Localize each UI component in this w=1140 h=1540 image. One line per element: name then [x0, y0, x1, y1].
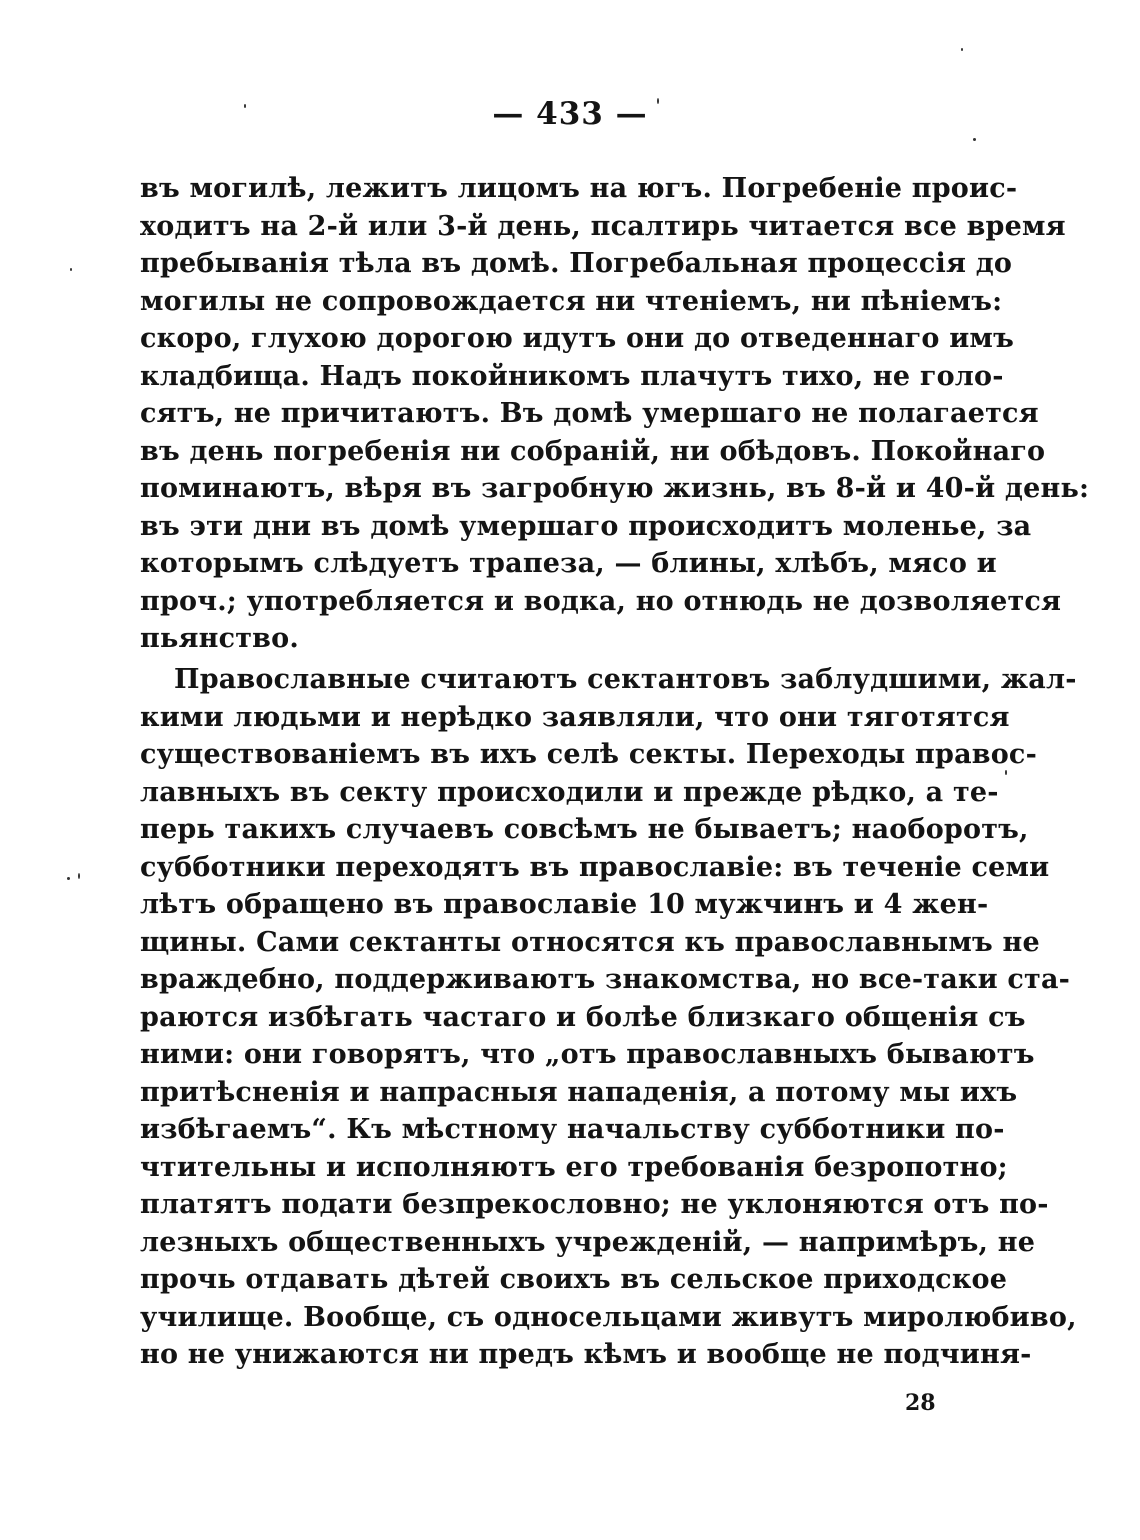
scan-speck: [657, 98, 659, 104]
text-line: кими людьми и нерѣдко заявляли, что они тяготятся: [140, 701, 1010, 733]
text-line: проч.; употребляется и водка, но отнюдь не дозволяется: [140, 585, 1062, 617]
scan-speck: [70, 268, 72, 271]
page-number-header: — 433 —: [492, 96, 648, 132]
scan-speck: [67, 877, 70, 880]
text-line: прочь отдавать дѣтей своихъ въ сельское приходское: [140, 1264, 1008, 1295]
text-line: лавныхъ въ секту происходили и прежде рѣдко, а те-: [140, 776, 999, 808]
text-line: враждебно, поддерживаютъ знакомства, но все-таки ста-: [140, 964, 1071, 995]
text-line: которымъ слѣдуетъ трапеза, — блины, хлѣбъ, мясо и: [140, 548, 997, 579]
scan-speck: [961, 48, 963, 51]
signature-mark: 28: [905, 1390, 936, 1416]
text-line: существованіемъ въ ихъ селѣ секты. Переходы правос-: [140, 739, 1037, 770]
text-line: пьянство.: [140, 623, 299, 654]
text-line: Православные считаютъ сектантовъ заблудшими, жал-: [174, 664, 1077, 695]
text-line: раются избѣгать частаго и болѣе близкаго общенія съ: [140, 1001, 1026, 1033]
text-line: сятъ, не причитаютъ. Въ домѣ умершаго не полагается: [140, 398, 1039, 429]
text-line: избѣгаемъ“. Къ мѣстному начальству субботники по-: [140, 1114, 1005, 1145]
scan-speck: [973, 138, 976, 141]
text-line: скоро, глухою дорогою идутъ они до отведеннаго имъ: [140, 323, 1014, 354]
text-line: перь такихъ случаевъ совсѣмъ не бываетъ; наоборотъ,: [140, 814, 1029, 845]
text-line: лѣтъ обращено въ православіе 10 мужчинъ и 4 жен-: [140, 889, 989, 920]
text-line: чтительны и исполняютъ его требованія безропотно;: [140, 1151, 1008, 1183]
scan-speck: [244, 104, 246, 108]
text-line: въ эти дни въ домѣ умершаго происходитъ моленье, за: [140, 510, 1032, 542]
text-line: платятъ подати безпрекословно; не уклоняются отъ по-: [140, 1189, 1049, 1220]
text-line: щины. Сами сектанты относятся къ православнымъ не: [140, 926, 1040, 958]
text-line: но не унижаются ни предъ кѣмъ и вообще не подчиня-: [140, 1339, 1032, 1370]
text-line: ходитъ на 2-й или 3-й день, псалтирь читается все время: [140, 210, 1066, 242]
text-line: могилы не сопровождается ни чтеніемъ, ни пѣніемъ:: [140, 285, 1003, 317]
paragraph-1: [140, 170, 1090, 658]
scan-speck: [78, 873, 80, 879]
text-line: притѣсненія и напрасныя нападенія, а потому мы ихъ: [140, 1076, 1018, 1108]
text-line: субботники переходятъ въ православіе: въ теченіе семи: [140, 851, 1050, 883]
text-line: лезныхъ общественныхъ учрежденій, — напримѣръ, не: [140, 1226, 1036, 1258]
scan-speck: [1005, 770, 1007, 775]
text-line: въ день погребенія ни собраній, ни обѣдовъ. Покойнаго: [140, 435, 1046, 467]
text-line: въ могилѣ, лежитъ лицомъ на югъ. Погребеніе проис-: [140, 173, 1018, 204]
text-line: пребыванія тѣла въ домѣ. Погребальная процессія до: [140, 248, 1013, 279]
paragraph-2: [140, 661, 1077, 1374]
text-line: училище. Вообще, съ односельцами живутъ миролюбиво,: [140, 1301, 1077, 1333]
text-line: ними: они говорятъ, что „отъ православныхъ бываютъ: [140, 1039, 1035, 1070]
text-line: поминаютъ, вѣря въ загробную жизнь, въ 8-й и 40-й день:: [140, 473, 1090, 504]
text-line: кладбища. Надъ покойникомъ плачутъ тихо, не голо-: [140, 360, 1004, 392]
